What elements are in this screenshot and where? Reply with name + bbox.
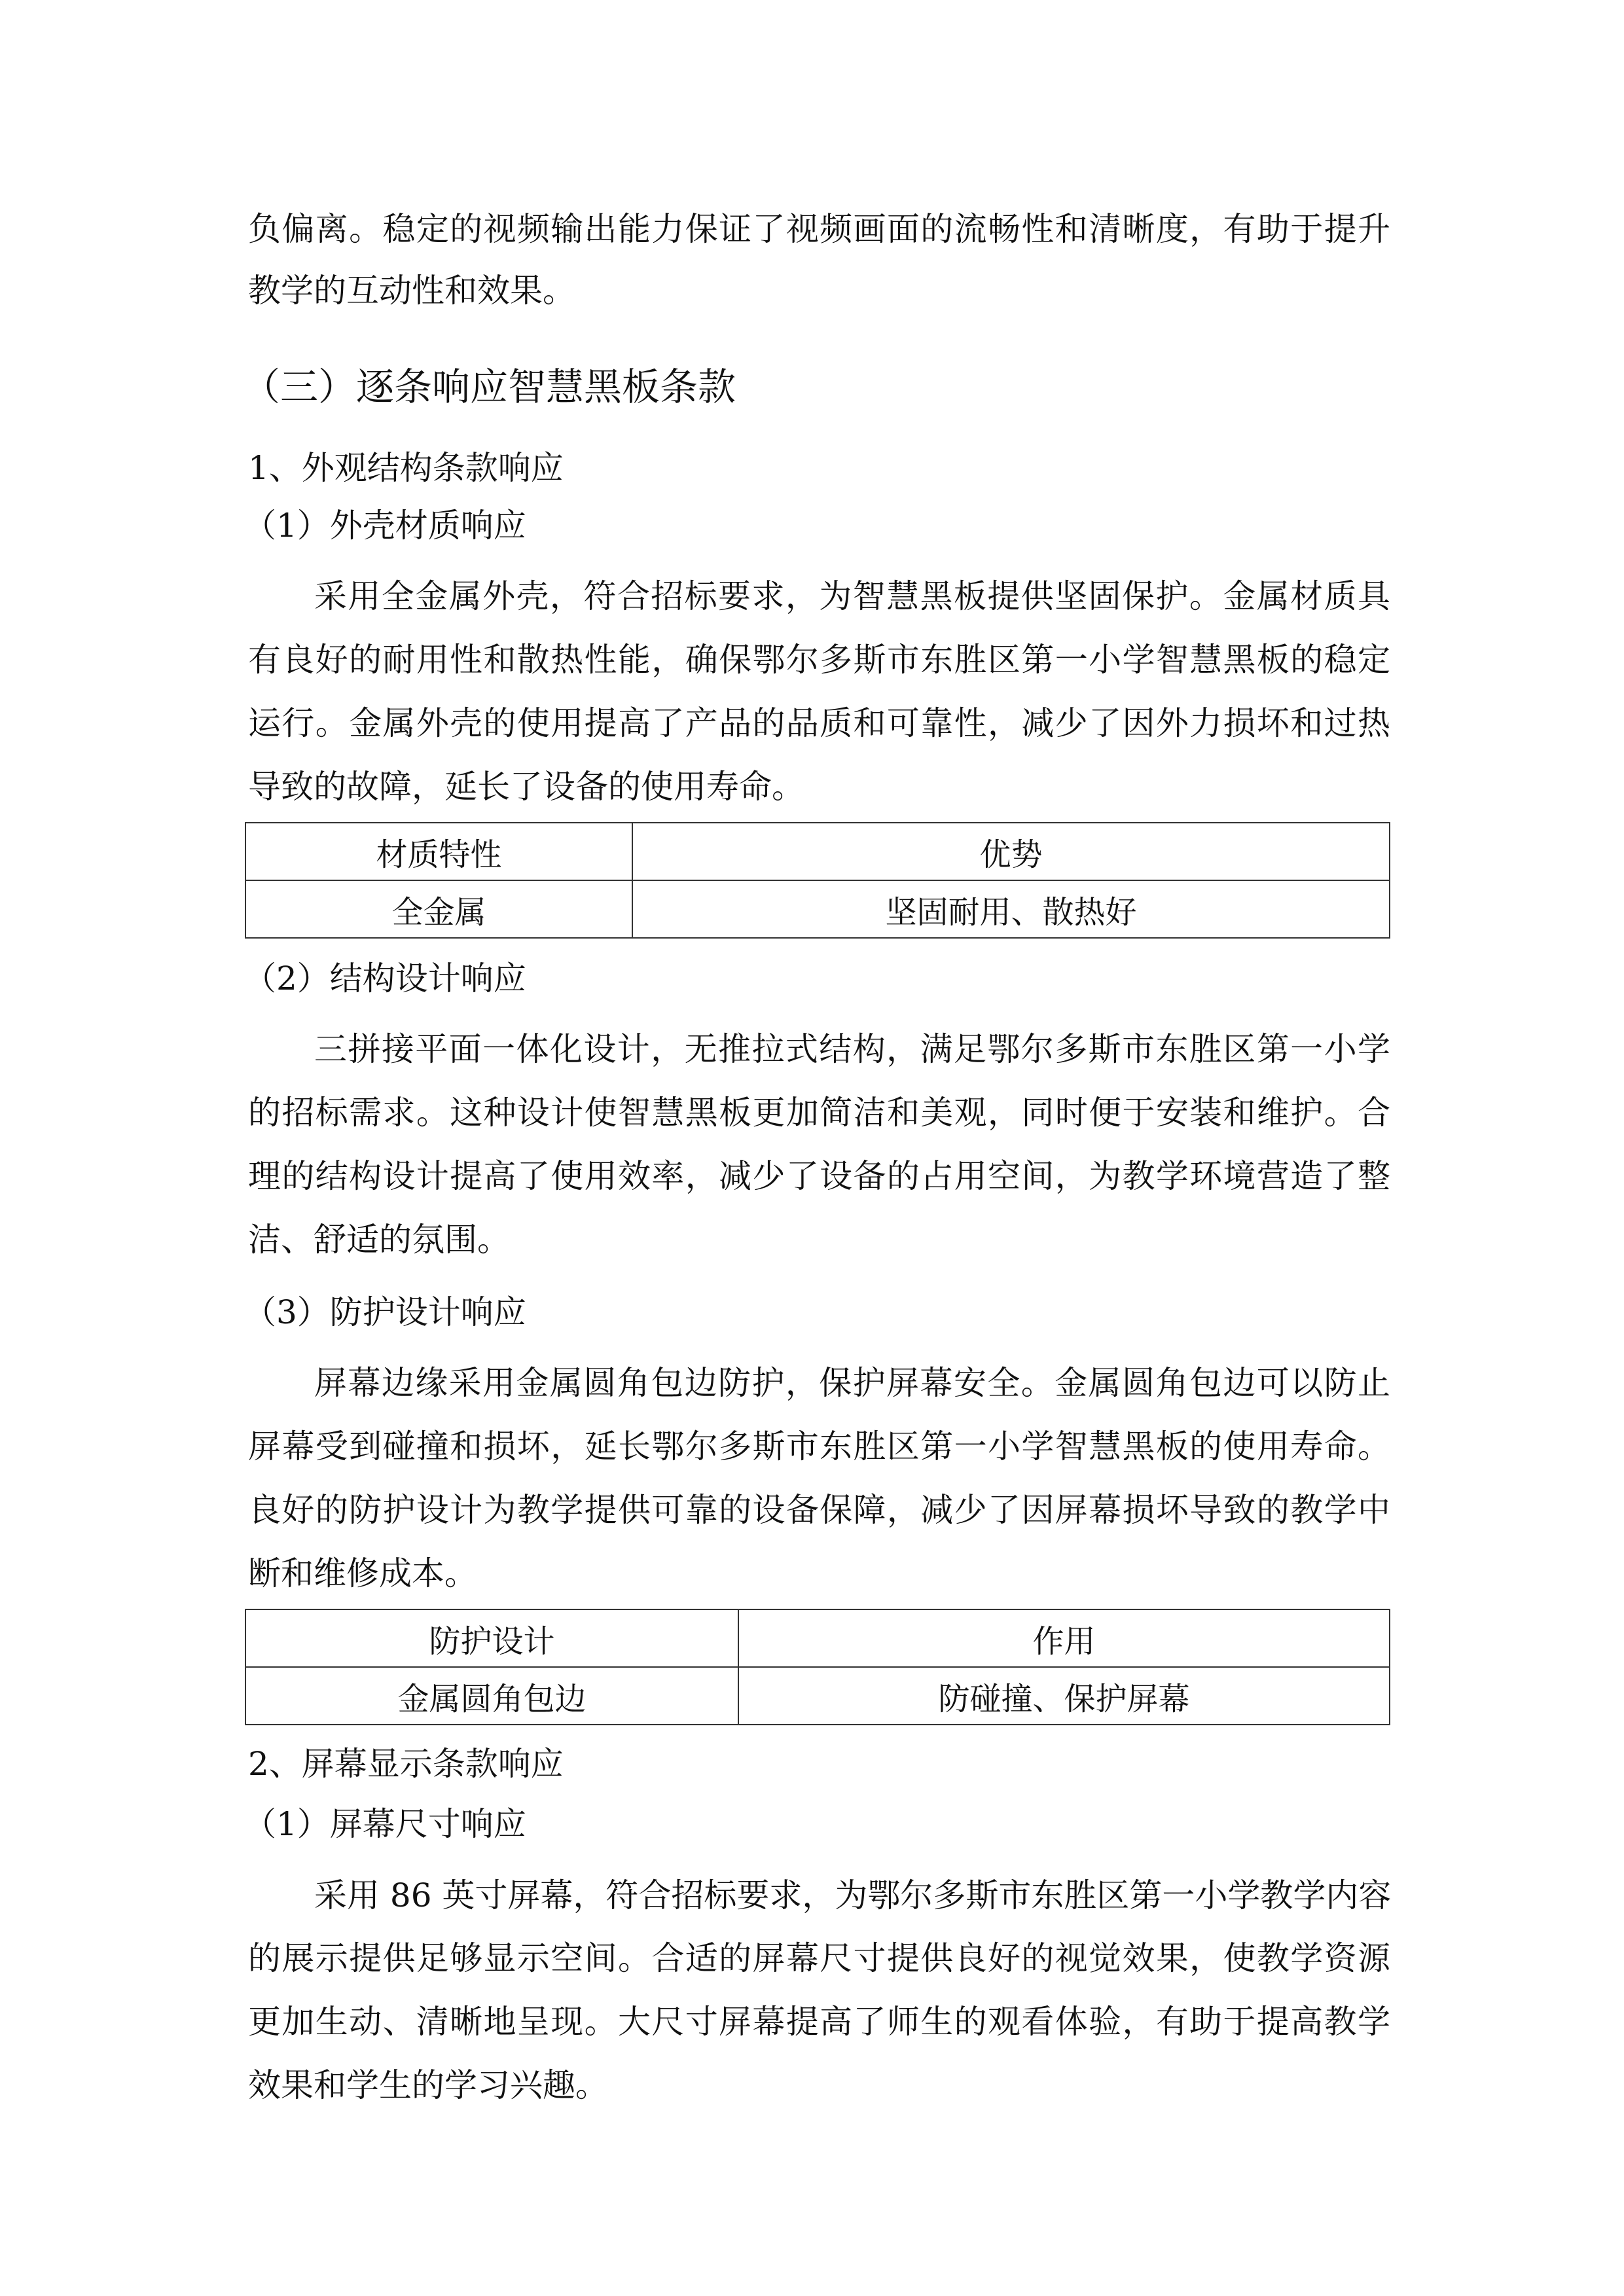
subsection-title: 1、外观结构条款响应 bbox=[248, 449, 564, 487]
paragraph-line: 断和维修成本。 bbox=[248, 1554, 477, 1592]
paragraph-line: 屏幕受到碰撞和损坏，延长鄂尔多斯市东胜区第一小学智慧黑板的使用寿命。 bbox=[248, 1427, 1390, 1465]
paragraph-line: 更加生动、清晰地呈现。大尺寸屏幕提高了师生的观看体验，有助于提高教学 bbox=[248, 2003, 1390, 2041]
table-header-row bbox=[245, 1609, 1390, 1667]
paragraph-line: 教学的互动性和效果。 bbox=[248, 272, 575, 310]
table-header-row bbox=[245, 823, 1390, 880]
paragraph-line: 负偏离。稳定的视频输出能力保证了视频画面的流畅性和清晰度，有助于提升 bbox=[248, 210, 1390, 248]
paragraph-line: 良好的防护设计为教学提供可靠的设备保障，减少了因屏幕损坏导致的教学中 bbox=[248, 1491, 1390, 1529]
paragraph-line: 采用全金属外壳，符合招标要求，为智慧黑板提供坚固保护。金属材质具 bbox=[314, 577, 1390, 615]
item-title: （2）结构设计响应 bbox=[244, 960, 526, 997]
table-row bbox=[245, 880, 1390, 938]
table-cell: 防碰撞、保护屏幕 bbox=[738, 1667, 1390, 1725]
protection-table bbox=[245, 1609, 1390, 1725]
item-title: （1）外壳材质响应 bbox=[244, 507, 526, 545]
section-heading: （三）逐条响应智慧黑板条款 bbox=[242, 365, 736, 409]
table-header: 防护设计 bbox=[245, 1609, 738, 1667]
paragraph-line: 的展示提供足够显示空间。合适的屏幕尺寸提供良好的视觉效果，使教学资源 bbox=[248, 1939, 1390, 1977]
paragraph-line: 洁、舒适的氛围。 bbox=[248, 1221, 510, 1259]
paragraph-line: 效果和学生的学习兴趣。 bbox=[248, 2066, 608, 2104]
paragraph-line: 有良好的耐用性和散热性能，确保鄂尔多斯市东胜区第一小学智慧黑板的稳定 bbox=[248, 641, 1390, 679]
paragraph-line: 理的结构设计提高了使用效率，减少了设备的占用空间，为教学环境营造了整 bbox=[248, 1157, 1390, 1195]
table-header: 优势 bbox=[632, 823, 1390, 880]
paragraph-line: 屏幕边缘采用金属圆角包边防护，保护屏幕安全。金属圆角包边可以防止 bbox=[314, 1364, 1390, 1402]
table-cell: 金属圆角包边 bbox=[245, 1667, 738, 1725]
paragraph-line: 采用 86 英寸屏幕，符合招标要求，为鄂尔多斯市东胜区第一小学教学内容 bbox=[314, 1876, 1392, 1914]
table-header: 材质特性 bbox=[245, 823, 632, 880]
table-cell: 坚固耐用、散热好 bbox=[632, 880, 1390, 938]
paragraph-line: 导致的故障，延长了设备的使用寿命。 bbox=[248, 768, 804, 806]
item-title: （1）屏幕尺寸响应 bbox=[244, 1805, 526, 1843]
table-row bbox=[245, 1667, 1390, 1725]
paragraph-line: 运行。金属外壳的使用提高了产品的品质和可靠性，减少了因外力损坏和过热 bbox=[248, 704, 1390, 742]
table-header: 作用 bbox=[738, 1609, 1390, 1667]
paragraph-line: 三拼接平面一体化设计，无推拉式结构，满足鄂尔多斯市东胜区第一小学 bbox=[314, 1030, 1390, 1068]
paragraph-line: 的招标需求。这种设计使智慧黑板更加简洁和美观，同时便于安装和维护。合 bbox=[248, 1094, 1390, 1132]
material-table bbox=[245, 822, 1390, 939]
item-title: （3）防护设计响应 bbox=[244, 1293, 526, 1331]
subsection-title: 2、屏幕显示条款响应 bbox=[248, 1745, 564, 1783]
table-cell: 全金属 bbox=[245, 880, 632, 938]
